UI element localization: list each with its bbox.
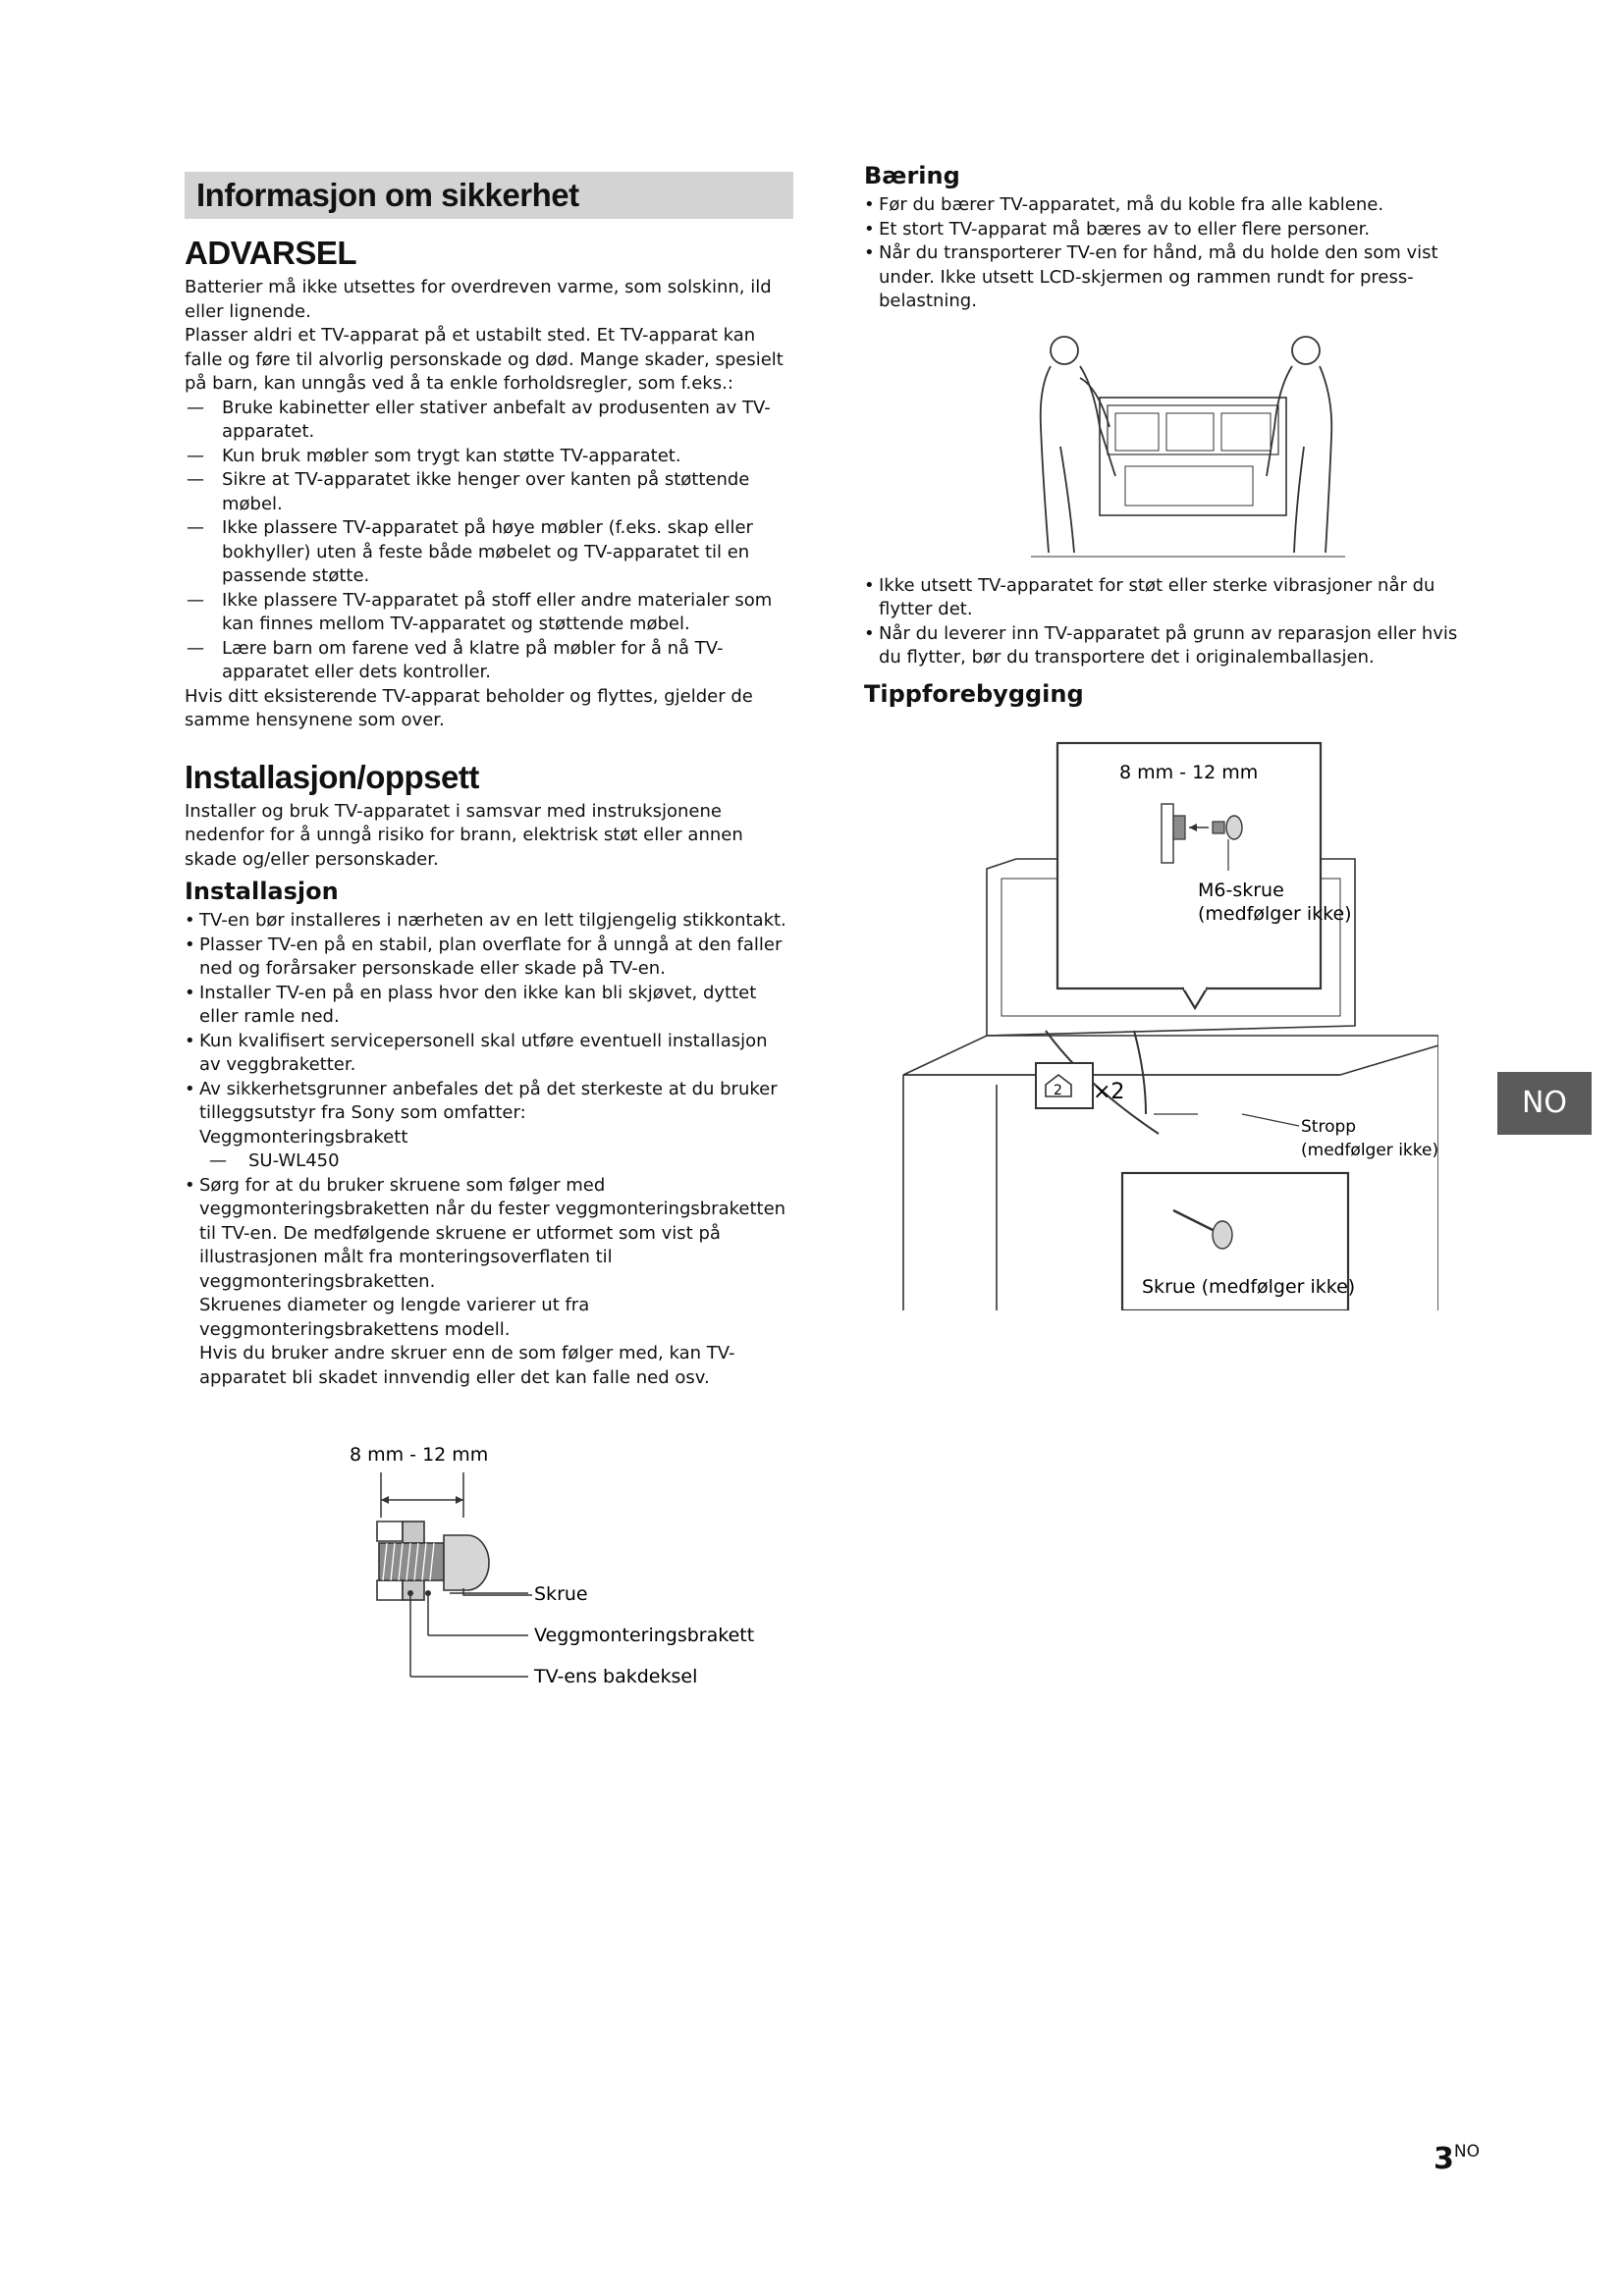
fig-count-label: ×2 — [1093, 1080, 1125, 1104]
installasjon-bullet: • Plasser TV-en på en stabil, plan overflate for å unngå at den faller ned og forårsaker personskade eller skade på TV-en. — [185, 934, 783, 979]
fig-cover-label: TV-ens bakdeksel — [534, 1666, 698, 1687]
baering-bullet: • Før du bærer TV-apparatet, må du koble fra alle kablene. — [864, 194, 1384, 215]
section-title-safety: Informasjon om sikkerhet — [185, 172, 793, 219]
fig-screw-label: Skrue — [534, 1583, 588, 1605]
warning-paragraph: Batterier må ikke utsettes for overdreven varme, som solskinn, ild eller lignende. — [185, 277, 772, 322]
fig-m6-label-1: M6-skrue — [1198, 880, 1284, 901]
fig-bracket-label: Veggmonteringsbrakett — [534, 1625, 755, 1646]
sony-model: — SU-WL450 — [209, 1150, 340, 1171]
baering-bullet: • Et stort TV-apparat må bæres av to eller flere personer. — [864, 218, 1371, 240]
baering-bullet: • Når du leverer inn TV-apparatet på grunn av reparasjon eller hvis du flytter, bør du transportere det i originalemballasjen. — [864, 622, 1458, 667]
warning-dash-item: — Bruke kabinetter eller stativer anbefalt av produsenten av TV-apparatet. — [187, 397, 771, 442]
baering-heading: Bæring — [864, 162, 960, 189]
fig-skrue-label: Skrue (medfølger ikke) — [1142, 1276, 1356, 1298]
warning-dash-item: — Kun bruk møbler som trygt kan støtte TV-apparatet. — [187, 445, 681, 466]
installasjon-bullet: • Installer TV-en på en plass hvor den ikke kan bli skjøvet, dyttet eller ramle ned. — [185, 982, 757, 1027]
fig-stropp-label-2: (medfølger ikke) — [1301, 1141, 1438, 1160]
tipp-heading: Tippforebygging — [864, 679, 1084, 708]
left-column — [185, 172, 793, 1390]
warning-dash-item: — Ikke plassere TV-apparatet på høye møbler (f.eks. skap eller bokhyller) uten å feste både møbelet og TV-apparatet til en passende støtte. — [187, 517, 753, 586]
fig-m6-label-2: (medfølger ikke) — [1198, 903, 1352, 925]
baering-bullet: • Når du transporterer TV-en for hånd, må du holde den som vist under. Ikke utsett LCD-skjermen og rammen rundt for press-belastning. — [864, 242, 1438, 311]
screw-note: Skruenes diameter og lengde varierer ut fra veggmonteringsbrakettens modell. — [199, 1295, 590, 1340]
screw-note: Hvis du bruker andre skruer enn de som følger med, kan TV-apparatet bli skadet innvendig eller det kan falle ned osv. — [199, 1343, 735, 1388]
installasjon-bullet: • Av sikkerhetsgrunner anbefales det på det sterkeste at du bruker tilleggsutstyr fra Sony som omfatter: — [185, 1078, 778, 1123]
warning-dash-item: — Lære barn om farene ved å klatre på møbler for å nå TV-apparatet eller dets kontroller. — [187, 637, 724, 682]
warning-closing: Hvis ditt eksisterende TV-apparat beholder og flyttes, gjelder de samme hensynene som over. — [185, 685, 753, 730]
page-number: $3^{NO}$ — [1434, 2142, 1480, 2176]
sony-item: Veggmonteringsbrakett — [199, 1126, 408, 1148]
installasjon-heading: Installasjon — [185, 878, 339, 905]
language-tab: NO — [1497, 1072, 1592, 1135]
installasjon-bullet: • Sørg for at du bruker skruene som følger med veggmonteringsbraketten når du fester veggmonteringsbraketten til TV-en. De medfølgende skruene er utformet som vist på illustrasjonen målt fra monteringsoverflaten til veggmonteringsbraketten. — [185, 1174, 786, 1292]
installasjon-bullet: • TV-en bør installeres i nærheten av en lett tilgjengelig stikkontakt. — [185, 910, 786, 931]
warning-heading: ADVARSEL — [185, 235, 357, 271]
fig-stropp-label-1: Stropp — [1301, 1117, 1357, 1137]
carrying-illustration — [1031, 329, 1355, 564]
baering-bullet: • Ikke utsett TV-apparatet for støt eller sterke vibrasjoner når du flytter det. — [864, 574, 1435, 619]
fig-count-number: 2 — [1054, 1083, 1062, 1098]
install-intro: Installer og bruk TV-apparatet i samsvar med instruksjonene nedenfor for å unngå risiko for brann, elektrisk støt eller annen skade og/eller personskader. — [185, 800, 743, 870]
fig-dim-label: 8 mm - 12 mm — [350, 1444, 489, 1466]
warning-paragraph: Plasser aldri et TV-apparat på et ustabilt sted. Et TV-apparat kan falle og føre til alvorlig personskade og død. Mange skader, spesielt på barn, kan unngås ved å ta enkle forholdsregler, som f.eks.: — [185, 325, 784, 394]
tipping-illustration — [889, 741, 1438, 1310]
install-heading: Installasjon/oppsett — [185, 758, 479, 795]
warning-dash-item: — Ikke plassere TV-apparatet på stoff eller andre materialer som kan finnes mellom TV-apparatet og støttende møbel. — [187, 589, 773, 634]
screw-length-diagram — [334, 1433, 785, 1698]
warning-dash-item: — Sikre at TV-apparatet ikke henger over kanten på støttende møbel. — [187, 469, 750, 514]
fig-dim-label-right: 8 mm - 12 mm — [1119, 762, 1259, 783]
installasjon-bullet: • Kun kvalifisert servicepersonell skal utføre eventuell installasjon av veggbraketter. — [185, 1030, 768, 1075]
